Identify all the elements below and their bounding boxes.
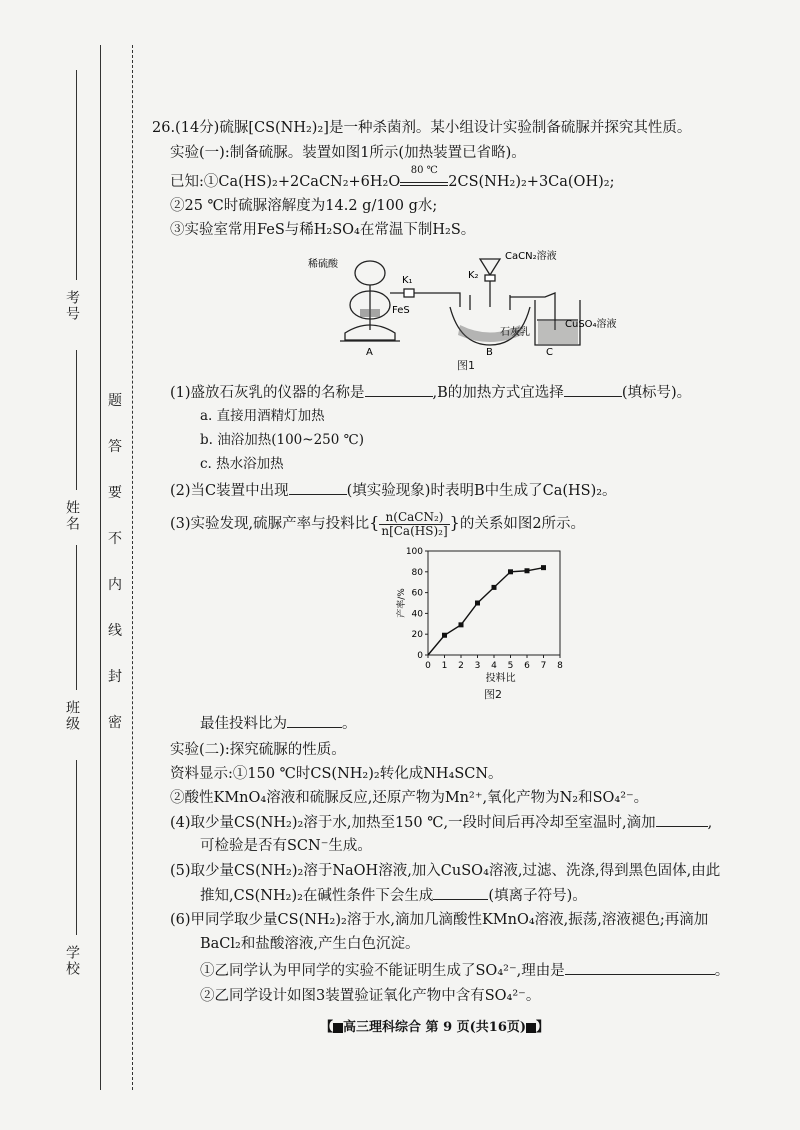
label-k1: K₁ bbox=[402, 275, 413, 286]
equals-sign bbox=[400, 182, 448, 186]
answer-blank-q3[interactable] bbox=[287, 713, 342, 728]
label-a: A bbox=[366, 347, 373, 358]
info-1: 资料显示:①150 ℃时CS(NH₂)₂转化成NH₄SCN。 bbox=[170, 766, 503, 782]
q6-1: ①乙同学认为甲同学的实验不能证明生成了SO₄²⁻,理由是 。 bbox=[200, 960, 729, 981]
school-label: 学校 bbox=[64, 945, 80, 977]
school-field[interactable] bbox=[76, 760, 77, 935]
known-1: 已知:①Ca(HS)₂+2CaCN₂+6H₂O 80 ℃ 2CS(NH₂)₂+3Ca(OH)₂; bbox=[170, 172, 614, 192]
x-tick-label: 2 bbox=[458, 661, 464, 671]
label-c: C bbox=[546, 347, 553, 358]
x-tick-label: 3 bbox=[474, 661, 481, 671]
y-tick-label: 80 bbox=[411, 567, 423, 578]
q3: (3)实验发现,硫脲产率与投料比{ $\frac{\text{n(CaCN₂)}}{\text{n[Ca(HS)₂]}}$ }的关系如图2所示。 bbox=[170, 509, 586, 538]
q1: (1)盛放石灰乳的仪器的名称是 ,B的加热方式宜选择 (填标号)。 bbox=[170, 382, 691, 403]
seal-char: 题 bbox=[108, 393, 122, 409]
x-tick-label: 6 bbox=[524, 661, 530, 671]
answer-blank-q4[interactable] bbox=[656, 812, 708, 827]
label-k2: K₂ bbox=[468, 270, 479, 281]
data-point bbox=[525, 568, 530, 573]
label-fes: FeS bbox=[392, 305, 410, 316]
seal-char: 答 bbox=[108, 439, 122, 455]
valve-k2 bbox=[485, 275, 495, 281]
valve-k1 bbox=[404, 289, 414, 297]
x-tick-label: 5 bbox=[507, 661, 514, 671]
answer-blank-q5[interactable] bbox=[433, 885, 488, 900]
answer-blank-q6[interactable] bbox=[565, 960, 715, 975]
data-point bbox=[442, 633, 447, 638]
name-field[interactable] bbox=[76, 350, 77, 490]
exam-number-label: 考号 bbox=[64, 290, 80, 322]
x-tick-label: 8 bbox=[557, 661, 563, 671]
y-axis-label: 产率/% bbox=[397, 588, 407, 618]
ratio-fraction: $\frac{\text{n(CaCN₂)}}{\text{n[Ca(HS)₂]}}$ bbox=[381, 509, 448, 538]
y-tick-label: 100 bbox=[405, 547, 423, 557]
y-tick-label: 20 bbox=[411, 630, 423, 641]
y-tick-label: 60 bbox=[411, 588, 423, 599]
exp1-title: 实验(一):制备硫脲。装置如图1所示(加热装置已省略)。 bbox=[170, 145, 526, 161]
question-header: 26.(14分)硫脲[CS(NH₂)₂]是一种杀菌剂。某小组设计实验制备硫脲并探究其性质。 bbox=[152, 120, 692, 136]
seal-char: 不 bbox=[108, 531, 122, 547]
x-tick-label: 0 bbox=[425, 661, 431, 671]
data-point bbox=[475, 601, 480, 606]
answer-blank-q1b[interactable] bbox=[564, 382, 622, 397]
series-line bbox=[428, 568, 544, 655]
answer-blank-q2[interactable] bbox=[289, 480, 347, 495]
seal-char: 封 bbox=[108, 669, 122, 685]
logo-icon bbox=[333, 1023, 343, 1033]
q4-b: 可检验是否有SCN⁻生成。 bbox=[200, 838, 372, 854]
best-ratio: 最佳投料比为 。 bbox=[200, 713, 357, 734]
page-footer: 【 高三理科综合 第 9 页(共16页) 】 bbox=[320, 1020, 550, 1035]
known-2: ②25 ℃时硫脲溶解度为14.2 g/100 g水; bbox=[170, 198, 438, 214]
data-point bbox=[508, 569, 513, 574]
x-tick-label: 7 bbox=[540, 661, 547, 671]
y-tick-label: 40 bbox=[411, 609, 423, 620]
name-label: 姓名 bbox=[64, 500, 80, 532]
label-dilute-acid: 稀硫酸 bbox=[308, 259, 338, 270]
figure-2-chart bbox=[390, 543, 580, 685]
q6: (6)甲同学取少量CS(NH₂)₂溶于水,滴加几滴酸性KMnO₄溶液,振荡,溶液褪色;再滴加 bbox=[170, 912, 709, 928]
label-lime-milk: 石灰乳 bbox=[500, 327, 530, 338]
known-3: ③实验室常用FeS与稀H₂SO₄在常温下制H₂S。 bbox=[170, 222, 476, 238]
exam-number-field[interactable] bbox=[76, 70, 77, 280]
class-field[interactable] bbox=[76, 545, 77, 690]
seal-char: 要 bbox=[108, 485, 122, 501]
binding-line bbox=[100, 45, 101, 1090]
x-tick-label: 1 bbox=[441, 661, 448, 671]
info-2: ②酸性KMnO₄溶液和硫脲反应,还原产物为Mn²⁺,氧化产物为N₂和SO₄²⁻。 bbox=[170, 790, 649, 806]
label-cuso4: CuSO₄溶液 bbox=[565, 319, 617, 330]
figure-1-caption: 图1 bbox=[457, 359, 475, 372]
x-tick-label: 4 bbox=[491, 661, 497, 671]
logo-icon bbox=[526, 1023, 536, 1033]
y-tick-label: 0 bbox=[417, 651, 423, 661]
q4: (4)取少量CS(NH₂)₂溶于水,加热至150 ℃,一段时间后再冷却至室温时,滴加 , bbox=[170, 812, 712, 833]
figure-1-apparatus bbox=[300, 245, 640, 360]
q2: (2)当C装置中出现 (填实验现象)时表明B中生成了Ca(HS)₂。 bbox=[170, 480, 617, 501]
dropping-funnel bbox=[480, 259, 500, 275]
q5-b: 推知,CS(NH₂)₂在碱性条件下会生成 (填离子符号)。 bbox=[200, 885, 587, 906]
figure-2-caption: 图2 bbox=[484, 688, 502, 701]
label-cacn2: CaCN₂溶液 bbox=[505, 251, 557, 262]
q6-b: BaCl₂和盐酸溶液,产生白色沉淀。 bbox=[200, 936, 420, 952]
seal-char: 线 bbox=[108, 623, 122, 639]
answer-blank-q1a[interactable] bbox=[365, 382, 433, 397]
exp2-title: 实验(二):探究硫脲的性质。 bbox=[170, 742, 346, 758]
reaction-condition: 80 ℃ bbox=[410, 165, 438, 176]
option-a: a. 直接用酒精灯加热 bbox=[200, 408, 325, 424]
class-label: 班级 bbox=[64, 700, 80, 732]
seal-char: 密 bbox=[108, 715, 122, 731]
q5: (5)取少量CS(NH₂)₂溶于NaOH溶液,加入CuSO₄溶液,过滤、洗涤,得到黑色固体,由此 bbox=[170, 863, 721, 879]
data-point bbox=[541, 565, 546, 570]
plot-frame bbox=[428, 551, 560, 655]
seal-dashed-line bbox=[132, 45, 133, 1090]
x-axis-label: 投料比 bbox=[485, 673, 516, 684]
q6-2: ②乙同学设计如图3装置验证氧化产物中含有SO₄²⁻。 bbox=[200, 988, 541, 1004]
footer-bracket-icon: 】 bbox=[536, 1020, 550, 1035]
option-c: c. 热水浴加热 bbox=[200, 456, 284, 472]
label-b: B bbox=[486, 347, 493, 358]
seal-char: 内 bbox=[108, 577, 122, 593]
footer-bracket-icon: 【 bbox=[320, 1020, 334, 1035]
option-b: b. 油浴加热(100~250 ℃) bbox=[200, 432, 364, 448]
data-point bbox=[459, 622, 464, 627]
data-point bbox=[492, 585, 497, 590]
funnel-bulb bbox=[355, 261, 385, 285]
